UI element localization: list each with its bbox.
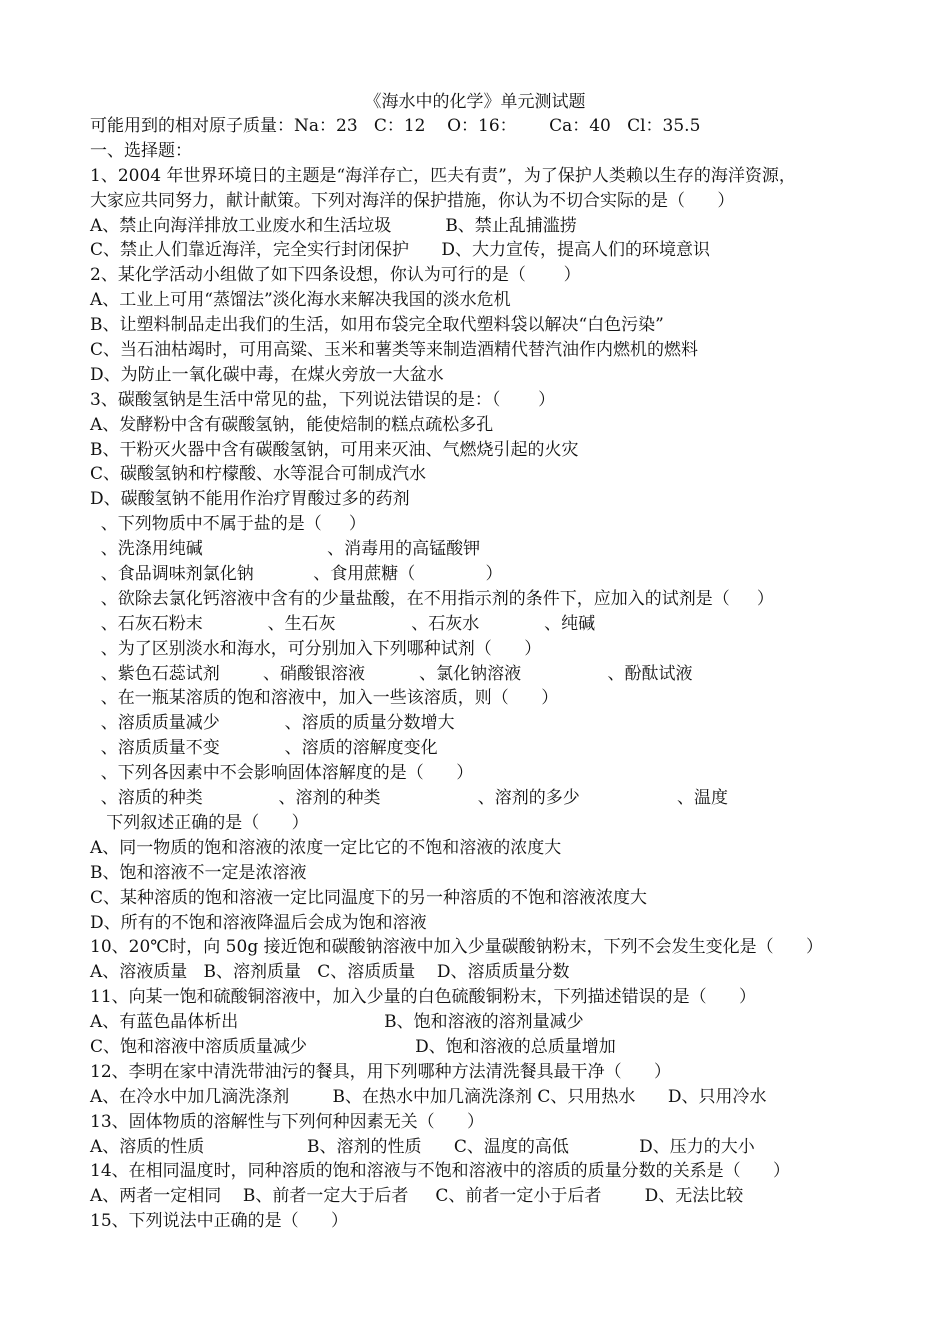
text-line: C、饱和溶液中溶质质量减少 D、饱和溶液的总质量增加: [90, 1036, 616, 1057]
text-line: A、有蓝色晶体析出 B、饱和溶液的溶剂量减少: [90, 1012, 584, 1033]
text-line: 12、李明在家中清洗带油污的餐具，用下列哪种方法清洗餐具最干净（ ）: [90, 1061, 672, 1082]
text-line: C、碳酸氢钠和柠檬酸、水等混合可制成汽水: [90, 464, 427, 485]
text-line: 1、2004 年世界环境日的主题是“海洋存亡，匹夫有责”，为了保护人类赖以生存的海洋资源，: [90, 165, 796, 186]
text-line: 、紫色石蕊试剂 、硝酸银溶液 、氯化钠溶液 、酚酞试液: [90, 663, 693, 684]
text-line: A、发酵粉中含有碳酸氢钠，能使焙制的糕点疏松多孔: [90, 414, 494, 435]
text-line: A、溶质的性质 B、溶剂的性质 C、温度的高低 D、压力的大小: [90, 1136, 755, 1157]
text-line: 、溶质质量不变 、溶质的溶解度变化: [90, 738, 438, 759]
text-line: D、碳酸氢钠不能用作治疗胃酸过多的药剂: [90, 489, 410, 510]
text-line: A、禁止向海洋排放工业废水和生活垃圾 B、禁止乱捕滥捞: [90, 215, 577, 236]
text-line: 、石灰石粉末 、生石灰 、石灰水 、纯碱: [90, 613, 596, 634]
text-line: 、为了区别淡水和海水，可分别加入下列哪种试剂（ ）: [90, 638, 542, 659]
text-line: 11、向某一饱和硫酸铜溶液中，加入少量的白色硫酸铜粉末，下列描述错误的是（ ）: [90, 987, 757, 1008]
text-line: 15、下列说法中正确的是（ ）: [90, 1211, 349, 1232]
text-line: 10、20℃时，向 50g 接近饱和碳酸钠溶液中加入少量碳酸钠粉末，下列不会发生变化是（ ）: [90, 937, 824, 958]
text-line: B、饱和溶液不一定是浓溶液: [90, 862, 307, 883]
text-line: 、下列物质中不属于盐的是（ ）: [90, 514, 366, 535]
text-line: A、在冷水中加几滴洗涤剂 B、在热水中加几滴洗涤剂 C、只用热水 D、只用冷水: [90, 1086, 767, 1107]
text-line: 、食品调味剂氯化钠 、食用蔗糖（ ）: [90, 564, 503, 585]
text-line: 、下列各因素中不会影响固体溶解度的是（ ）: [90, 763, 474, 784]
text-line: D、所有的不饱和溶液降温后会成为饱和溶液: [90, 912, 427, 933]
exam-body: [90, 114, 910, 1234]
text-line: 一、选择题：: [90, 140, 192, 161]
text-line: A、工业上可用“蒸馏法”淡化海水来解决我国的淡水危机: [90, 290, 511, 311]
text-line: 、在一瓶某溶质的饱和溶液中，加入一些该溶质，则（ ）: [90, 688, 559, 709]
text-line: D、为防止一氧化碳中毒，在煤火旁放一大盆水: [90, 364, 444, 385]
text-line: C、禁止人们靠近海洋，完全实行封闭保护 D、大力宣传，提高人们的环境意识: [90, 240, 711, 261]
text-line: 、溶质的种类 、溶剂的种类 、溶剂的多少 、温度: [90, 788, 728, 809]
text-line: B、干粉灭火器中含有碳酸氢钠，可用来灭油、气燃烧引起的火灾: [90, 439, 579, 460]
text-line: 下列叙述正确的是（ ）: [90, 812, 309, 833]
text-line: 2、某化学活动小组做了如下四条设想，你认为可行的是（ ）: [90, 265, 581, 286]
text-line: A、溶液质量 B、溶剂质量 C、溶质质量 D、溶质质量分数: [90, 962, 570, 983]
text-line: A、同一物质的饱和溶液的浓度一定比它的不饱和溶液的浓度大: [90, 837, 562, 858]
page-title: 《海水中的化学》单元测试题: [364, 92, 586, 112]
text-line: 、洗涤用纯碱 、消毒用的高锰酸钾: [90, 539, 481, 560]
text-line: 13、固体物质的溶解性与下列何种因素无关（ ）: [90, 1111, 485, 1132]
text-line: 、溶质质量减少 、溶质的质量分数增大: [90, 713, 455, 734]
text-line: C、某种溶质的饱和溶液一定比同温度下的另一种溶质的不饱和溶液浓度大: [90, 887, 648, 908]
text-line: 、欲除去氯化钙溶液中含有的少量盐酸，在不用指示剂的条件下，应加入的试剂是（ ）: [90, 588, 774, 609]
text-line: C、当石油枯竭时，可用高粱、玉米和薯类等来制造酒精代替汽油作内燃机的燃料: [90, 340, 699, 361]
text-line: 可能用到的相对原子质量：Na：23 C：12 O：16： Ca：40 Cl：35.5: [90, 116, 701, 136]
text-line: 14、在相同温度时，同种溶质的饱和溶液与不饱和溶液中的溶质的质量分数的关系是（ ）: [90, 1161, 791, 1182]
text-line: 3、碳酸氢钠是生活中常见的盐，下列说法错误的是：（ ）: [90, 389, 556, 410]
text-line: A、两者一定相同 B、前者一定大于后者 C、前者一定小于后者 D、无法比较: [90, 1186, 744, 1207]
text-line: B、让塑料制品走出我们的生活，如用布袋完全取代塑料袋以解决“白色污染”: [90, 315, 664, 336]
text-line: 大家应共同努力，献计献策。下列对海洋的保护措施，你认为不切合实际的是（ ）: [90, 190, 735, 211]
